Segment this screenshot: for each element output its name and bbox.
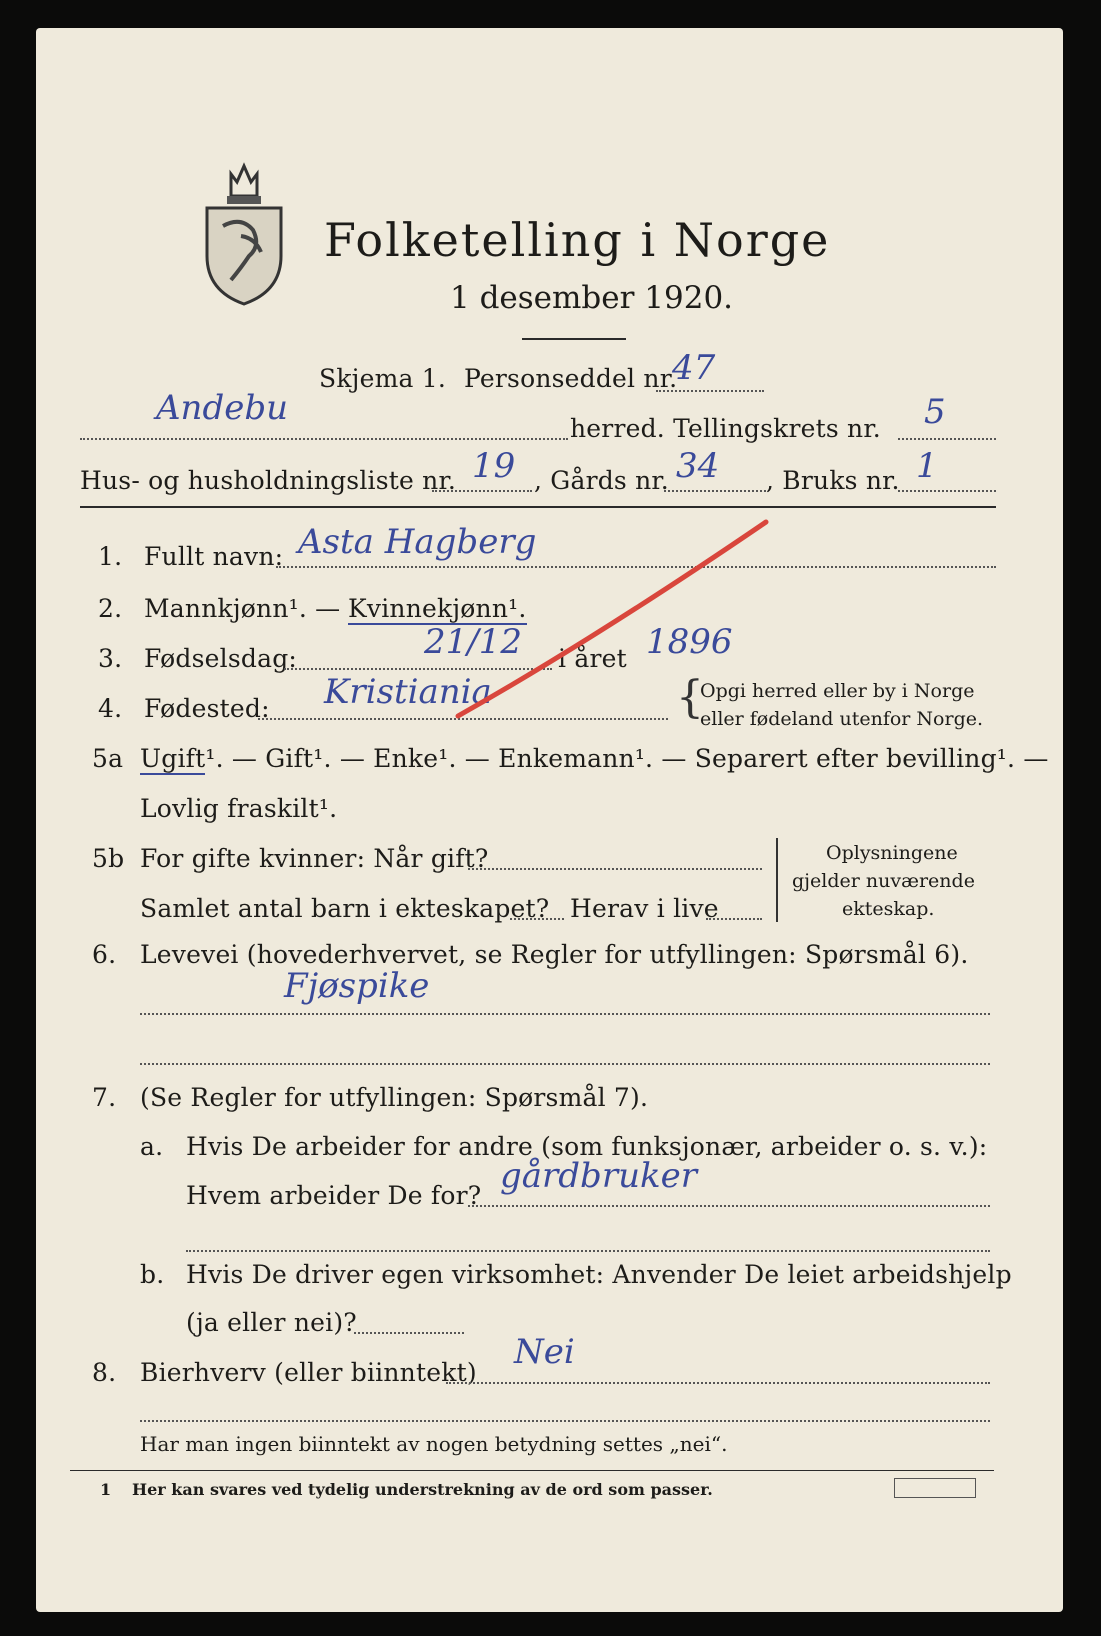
municipality-value[interactable]: Andebu (156, 388, 288, 428)
printer-stamp (894, 1478, 976, 1498)
q8-note: Har man ingen biinntekt av nogen betydning settes „nei“. (140, 1432, 728, 1456)
bruks-value[interactable]: 1 (916, 446, 938, 486)
q5b-children-line (510, 918, 564, 920)
footnote-separator (70, 1470, 994, 1471)
form-title: Folketelling i Norge (324, 213, 831, 267)
q5b-married-line (468, 868, 762, 870)
q8-label: Bierhverv (eller biinntekt) (140, 1358, 477, 1387)
q7a-label: Hvis De arbeider for andre (som funksjonær, arbeider o. s. v.): (186, 1132, 988, 1161)
q4-value[interactable]: Kristiania (324, 672, 492, 712)
q5a-statuses[interactable] (140, 744, 1049, 773)
footnote-mark: 1 (100, 1480, 112, 1499)
q7b-label: Hvis De driver egen virksomhet: Anvender De leiet arbeidshjelp (186, 1260, 1012, 1289)
q7a-sub: Hvem arbeider De for? (186, 1181, 482, 1210)
q7b-line (354, 1332, 464, 1334)
q5b-number: 5b (92, 844, 125, 873)
q1-value[interactable]: Asta Hagberg (298, 522, 537, 562)
q7-number: 7. (92, 1083, 117, 1112)
footnote-text: Her kan svares ved tydelig understrekning av de ord som passer. (132, 1480, 713, 1499)
q7a-letter: a. (140, 1132, 164, 1161)
q2-female[interactable]: Kvinnekjønn¹. (348, 594, 527, 623)
herred-label: herred. Tellingskrets nr. (570, 414, 881, 443)
q8-line1 (446, 1382, 990, 1384)
q3-year-value[interactable]: 1896 (646, 622, 733, 662)
q6-value[interactable]: Fjøspike (284, 966, 430, 1006)
q5b-label1: For gifte kvinner: Når gift? (140, 844, 489, 873)
q5b-brace (776, 838, 778, 922)
q1-number: 1. (98, 542, 123, 571)
husliste-label: Hus- og husholdningsliste nr. (80, 466, 457, 495)
q4-number: 4. (98, 694, 123, 723)
bruks-label: , Bruks nr. (766, 466, 900, 495)
q5b-label2: Samlet antal barn i ekteskapet? (140, 894, 550, 923)
personseddel-value[interactable]: 47 (672, 348, 716, 388)
q8-value[interactable]: Nei (514, 1332, 575, 1372)
q7a-line1 (468, 1205, 990, 1207)
q5b-alive-line (706, 918, 762, 920)
husliste-value[interactable]: 19 (472, 446, 516, 486)
census-form-paper (36, 28, 1063, 1612)
q5a-rest: ¹. — Gift¹. — Enke¹. — Enkemann¹. — Separert efter bevilling¹. — (205, 744, 1049, 773)
q5b-note-line2: gjelder nuværende (792, 870, 975, 892)
q2-male: Mannkjønn¹. — (144, 594, 341, 623)
q8-number: 8. (92, 1358, 117, 1387)
personseddel-label: Personseddel nr. (464, 364, 678, 393)
q7-label: (Se Regler for utfyllingen: Spørsmål 7). (140, 1083, 649, 1112)
q4-label: Fødested: (144, 694, 270, 723)
q2-number: 2. (98, 594, 123, 623)
tellingskrets-value[interactable]: 5 (924, 392, 946, 432)
q7b-sub: (ja eller nei)? (186, 1308, 357, 1337)
q5b-label3: Herav i live (570, 894, 719, 923)
gards-label: , Gårds nr. (534, 466, 669, 495)
q5a-ugift[interactable]: Ugift (140, 744, 206, 773)
q5b-note-line1: Oplysningene (826, 842, 958, 864)
q3-number: 3. (98, 644, 123, 673)
q6-label: Levevei (hovederhvervet, se Regler for utfyllingen: Spørsmål 6). (140, 940, 969, 969)
q4-note-line1: Opgi herred eller by i Norge (700, 680, 975, 702)
q6-number: 6. (92, 940, 117, 969)
q7b-letter: b. (140, 1260, 165, 1289)
gards-value[interactable]: 34 (676, 446, 720, 486)
schema-label: Skjema 1. (319, 364, 447, 393)
q3-value[interactable]: 21/12 (424, 622, 522, 662)
q5b-note-line3: ekteskap. (842, 898, 935, 920)
q8-line2 (140, 1420, 990, 1422)
q1-label: Fullt navn: (144, 542, 284, 571)
q6-line1 (140, 1013, 990, 1015)
census-date: 1 desember 1920. (450, 280, 734, 316)
q7a-value[interactable]: gårdbruker (500, 1156, 697, 1196)
q3-label: Fødselsdag: (144, 644, 298, 673)
q7a-line2 (186, 1250, 990, 1252)
q3-year-label: i året (558, 644, 627, 673)
q5a-line2: Lovlig fraskilt¹. (140, 794, 338, 823)
q4-brace: { (676, 672, 704, 723)
q6-line2 (140, 1063, 990, 1065)
q5a-number: 5a (92, 744, 124, 773)
q4-note-line2: eller fødeland utenfor Norge. (700, 708, 984, 730)
